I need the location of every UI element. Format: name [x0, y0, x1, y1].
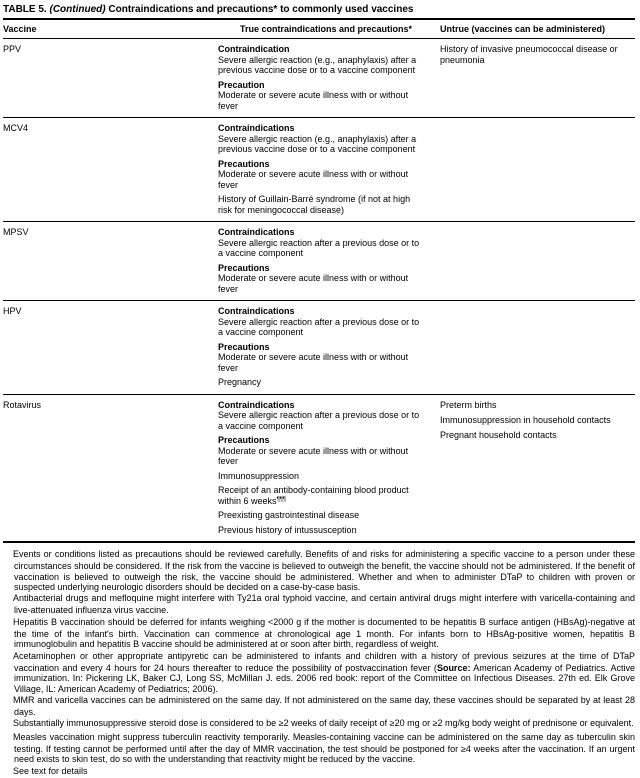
table-row: [3, 222, 635, 301]
untrue-cell: [437, 123, 635, 215]
true-item: [218, 80, 421, 112]
table-row: [3, 301, 635, 395]
footnote-marker: [3, 732, 13, 742]
item-heading: Precaution: [218, 79, 265, 90]
true-item: [218, 263, 421, 295]
item-text: Severe allergic reaction after a previous dose or to a vaccine component: [218, 237, 420, 258]
vaccine-name: Rotavirus: [3, 399, 42, 410]
header-true-contraindications: True contraindications and precautions*: [239, 24, 413, 34]
footnote-marker: [3, 651, 13, 661]
footnote-text: [13, 549, 635, 592]
item-heading: Precautions: [218, 262, 270, 273]
footnote-text: [13, 732, 635, 765]
table-header: [3, 18, 635, 39]
true-item: [218, 471, 421, 482]
item-text: Severe allergic reaction after a previous dose or to a vaccine component: [218, 410, 420, 431]
item-text: Severe allergic reaction after a previous dose or to a vaccine component: [218, 316, 420, 337]
footnote-marker: [3, 617, 13, 627]
true-item: [218, 435, 421, 467]
footnote-plain-text: Measles vaccination might suppress tuberculin reactivity temporarily. Measles-containing vaccine can be administered on the same day as tuberculin skin testing. If testing cannot be performed until after the day of MMR vaccination, the test should be postponed for ≥4 weeks after the vaccination. If an urgent need exists to skin test, do so with the understanding that reactivity might be reduced by the vaccine.: [13, 731, 635, 765]
untrue-item: History of invasive pneumococcal disease or pneumonia: [440, 44, 618, 65]
item-heading: Contraindications: [218, 123, 295, 133]
untrue-item: Immunosuppression in household contacts: [440, 414, 611, 425]
item-text: Immunosuppression: [218, 470, 300, 481]
untrue-item: Pregnant household contacts: [440, 429, 557, 440]
footnote-plain-text: MMR and varicella vaccines can be administered on the same day. If not administered on the same day, these vaccines should be separated by at least 28 days.: [13, 694, 635, 718]
footnote-ref: ¶¶¶: [276, 495, 286, 503]
item-heading: Contraindications: [218, 399, 295, 410]
vaccine-name: MCV4: [3, 123, 29, 133]
footnote-text: [13, 617, 635, 650]
item-text: History of Guillain-Barré syndrome (if not at high risk for meningococcal disease): [218, 194, 411, 215]
footnote-text: [13, 695, 635, 717]
footnote-marker: [3, 766, 13, 776]
item-text: Moderate or severe acute illness with or without fever: [218, 90, 409, 111]
true-contraindications-cell: [215, 306, 437, 388]
item-heading: Contraindications: [218, 227, 295, 237]
footnote-plain-text: Hepatitis B vaccination should be deferred for infants weighing <2000 g if the mother is documented to be hepatitis B surface antigen (HBsAg)-negative at the time of the infant's birth. Vaccination can commence at chronological age 1 month. For infants born to HBsAg-positive women, hepatitis B immunoglobulin and hepatitis B vaccine should be administered at or soon after birth, regardless of weight.: [13, 616, 635, 650]
footnotes: [3, 549, 635, 778]
item-text: Moderate or severe acute illness with or without fever: [218, 273, 409, 294]
item-text: Severe allergic reaction (e.g., anaphylaxis) after a previous vaccine dose or to a vaccine component: [218, 133, 417, 154]
untrue-cell: [437, 306, 635, 388]
item-heading: Precautions: [218, 341, 270, 352]
footnote-text: [13, 593, 635, 615]
header-vaccine: Vaccine: [3, 24, 37, 34]
footnote-marker: [3, 695, 13, 705]
footnote: [3, 617, 635, 650]
footnote: [3, 732, 635, 765]
true-contraindications-cell: [215, 400, 437, 536]
untrue-cell: [437, 44, 635, 111]
footnote-plain-text: See text for details: [13, 765, 88, 776]
footnote: [3, 695, 635, 718]
footnote-text: [13, 651, 635, 694]
table-title-text: Contraindications and precautions* to commonly used vaccines: [108, 4, 414, 15]
true-item: [218, 377, 421, 388]
continued-label: (Continued): [49, 4, 106, 15]
table-row: [3, 39, 635, 118]
true-contraindications-cell: [215, 227, 437, 294]
footnote-plain-text: Acetaminophen or other appropriate antipyretic can be administered to infants and children with a history of previous seizures at the time of DTaP vaccination and every 4 hours for 24 hours thereafter to reduce the possibility of postvaccination fever (: [13, 650, 635, 673]
item-text: Receipt of an antibody-containing blood product within 6 weeks¶¶¶: [218, 485, 409, 506]
true-contraindications-cell: [215, 44, 437, 111]
true-item: [218, 510, 421, 521]
item-heading: Contraindications: [218, 306, 295, 316]
footnote: [3, 718, 635, 730]
footnote-plain-text: Substantially immunosuppressive steroid dose is considered to be ≥2 weeks of daily receipt of ≥20 mg or ≥2 mg/kg body weight of prednisone or equivalent.: [13, 718, 634, 729]
footnote: [3, 766, 635, 778]
footnote: [3, 651, 635, 694]
footnote: [3, 549, 635, 592]
untrue-cell: [437, 400, 635, 536]
item-heading: Precautions: [218, 435, 270, 445]
item-text: Preexisting gastrointestinal disease: [218, 510, 360, 520]
true-item: [218, 159, 421, 191]
vaccine-cell: [3, 306, 215, 388]
item-text: Moderate or severe acute illness with or without fever: [218, 445, 409, 466]
vaccine-name: PPV: [3, 44, 22, 54]
vaccine-name: HPV: [3, 306, 22, 316]
item-text: Moderate or severe acute illness with or without fever: [218, 352, 409, 373]
table-row: [3, 118, 635, 222]
table-row: [3, 395, 635, 544]
vaccine-cell: [3, 44, 215, 111]
item-text: Pregnancy: [218, 377, 262, 387]
footnote-text: [13, 718, 634, 728]
item-text: Severe allergic reaction (e.g., anaphylaxis) after a previous vaccine dose or to a vaccine component: [218, 54, 417, 75]
footnote-marker: [3, 718, 13, 728]
footnote-marker: [3, 549, 13, 559]
table-number: TABLE 5.: [3, 4, 47, 15]
true-item: [218, 485, 421, 506]
true-item: [218, 525, 421, 536]
vaccine-cell: [3, 227, 215, 294]
footnote-marker: [3, 593, 13, 603]
item-text: Previous history of intussusception: [218, 524, 357, 535]
item-heading: Contraindication: [218, 44, 290, 54]
footnote-text: [13, 766, 88, 776]
true-item: [218, 342, 421, 374]
true-item: [218, 194, 421, 215]
footnote-bold-text: Source:: [436, 662, 471, 673]
true-item: [218, 306, 421, 338]
footnote-plain-text: American Academy of Pediatrics. Active immunization. In: Pickering LK, Baker CJ, Long SS, McMillan J. eds. 2006 red book: report of the Committee on Infectious Diseases. 27th ed. Elk Grove Village, IL: American Academy of Pediatrics; 2006).: [14, 662, 635, 694]
footnote-plain-text: Antibacterial drugs and mefloquine might interfere with Ty21a oral typhoid vaccine, and certain antiviral drugs might interfere with varicella-containing and live-attenuated influenza virus vaccine.: [13, 593, 635, 616]
vaccine-name: MPSV: [3, 227, 29, 237]
header-untrue: Untrue (vaccines can be administered): [440, 24, 606, 34]
footnote: [3, 593, 635, 616]
vaccine-cell: [3, 400, 215, 536]
footnote-plain-text: Events or conditions listed as precautions should be reviewed carefully. Benefits of and risks for administering a specific vaccine to a person under these circumstances should be considered. If the risk from the vaccine is believed to outweigh the benefit, the vaccine should not be administered. If the benefit of vaccination is believed to outweigh the risk, the vaccine should be administered. Whether and when to administer DTaP to children with proven or suspected underlying neurologic disorders should be decided on a case-by-case basis.: [13, 549, 635, 592]
true-item: [218, 400, 421, 432]
item-text: Moderate or severe acute illness with or without fever: [218, 169, 409, 190]
untrue-cell: [437, 227, 635, 294]
true-item: [218, 227, 421, 259]
true-item: [218, 123, 421, 155]
table-title: [3, 4, 635, 15]
untrue-item: Preterm births: [440, 399, 497, 410]
table-body: [3, 39, 635, 543]
item-heading: Precautions: [218, 158, 270, 169]
vaccine-cell: [3, 123, 215, 215]
true-contraindications-cell: [215, 123, 437, 215]
true-item: [218, 44, 421, 76]
